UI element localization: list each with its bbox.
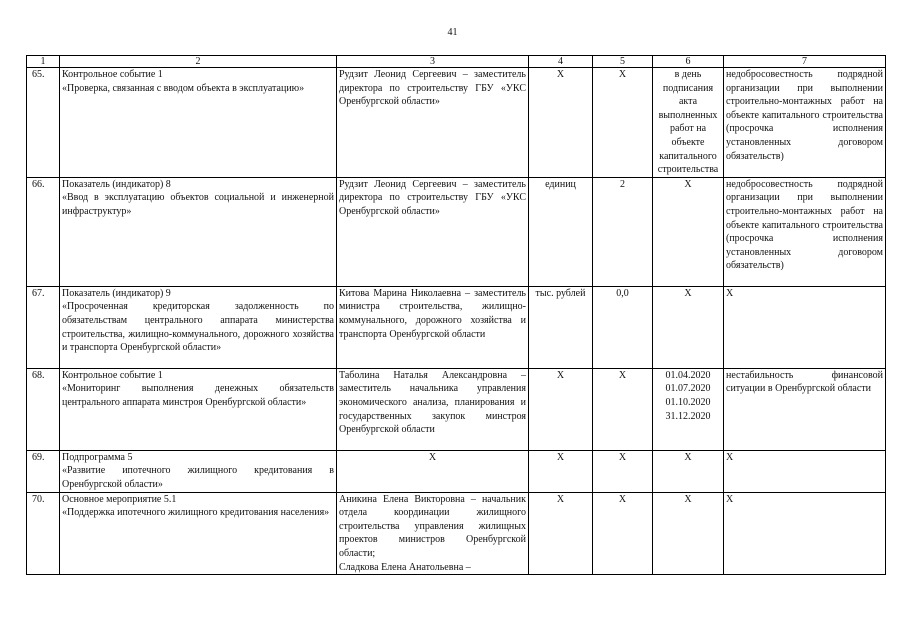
- header-cell: 3: [337, 56, 529, 68]
- risk: недобросовестность подрядной организации при выполнении строительно-монтажных работ на объекте капитального строительства (просрочка исполнения установленных договором обязательств): [724, 177, 886, 286]
- risk: X: [724, 450, 886, 492]
- value: X: [593, 492, 653, 575]
- term: X: [653, 492, 724, 575]
- row-number: 70.: [27, 492, 60, 575]
- table-row: [27, 368, 886, 450]
- risk: нестабильность финансовой ситуации в Оренбургской области: [724, 368, 886, 450]
- row-number: 68.: [27, 368, 60, 450]
- term: X: [653, 450, 724, 492]
- responsible-person: Аникина Елена Викторовна – начальник отдела координации жилищного строительства управления жилищных проектов министров Оренбургской области; Сладкова Елена Анатольевна –: [337, 492, 529, 575]
- value: X: [593, 450, 653, 492]
- event-name: Показатель (индикатор) 9 «Просроченная кредиторская задолженность по обязательствам центрального аппарата министерства строительства, жилищно-коммунального, дорожного хозяйства и транспорта Оренбургской области»: [60, 286, 337, 368]
- table-row: [27, 68, 886, 178]
- row-number: 65.: [27, 68, 60, 178]
- responsible-person: Рудзит Леонид Сергеевич – заместитель директора по строительству ГБУ «УКС Оренбургской области»: [337, 177, 529, 286]
- event-name: Контрольное событие 1 «Проверка, связанная с вводом объекта в эксплуатацию»: [60, 68, 337, 178]
- header-cell: 5: [593, 56, 653, 68]
- row-number: 67.: [27, 286, 60, 368]
- table-row: [27, 177, 886, 286]
- risk: недобросовестность подрядной организации при выполнении строительно-монтажных работ на объекте капитального строительства (просрочка исполнения установленных договором обязательств): [724, 68, 886, 178]
- table-row: [27, 492, 886, 575]
- table-row: [27, 286, 886, 368]
- table-row: [27, 450, 886, 492]
- risk: X: [724, 492, 886, 575]
- row-number: 66.: [27, 177, 60, 286]
- responsible-person: Рудзит Леонид Сергеевич – заместитель директора по строительству ГБУ «УКС Оренбургской области»: [337, 68, 529, 178]
- header-cell: 7: [724, 56, 886, 68]
- unit: тыс. рублей: [529, 286, 593, 368]
- responsible-person: Таболина Наталья Александровна – заместитель начальника управления экономического анализа, планирования и государственных закупок минстроя Оренбургской области: [337, 368, 529, 450]
- event-name: Подпрограмма 5 «Развитие ипотечного жилищного кредитования в Оренбургской области»: [60, 450, 337, 492]
- risk: X: [724, 286, 886, 368]
- event-name: Показатель (индикатор) 8 «Ввод в эксплуатацию объектов социальной и инженерной инфраструктур»: [60, 177, 337, 286]
- plan-table: [26, 55, 886, 575]
- event-name: Контрольное событие 1 «Мониторинг выполнения денежных обязательств центрального аппарата минстроя Оренбургской области»: [60, 368, 337, 450]
- value: X: [593, 68, 653, 178]
- event-name: Основное мероприятие 5.1 «Поддержка ипотечного жилищного кредитования населения»: [60, 492, 337, 575]
- term: 01.04.2020 01.07.2020 01.10.2020 31.12.2020: [653, 368, 724, 450]
- header-cell: 4: [529, 56, 593, 68]
- page-number: 41: [447, 27, 458, 38]
- term: X: [653, 177, 724, 286]
- term: в день подписания акта выполненных работ на объекте капитального строительства: [653, 68, 724, 178]
- unit: единиц: [529, 177, 593, 286]
- header-row: [27, 56, 886, 68]
- value: X: [593, 368, 653, 450]
- value: 2: [593, 177, 653, 286]
- row-number: 69.: [27, 450, 60, 492]
- header-cell: 2: [60, 56, 337, 68]
- unit: X: [529, 68, 593, 178]
- responsible-person: X: [337, 450, 529, 492]
- unit: X: [529, 450, 593, 492]
- unit: X: [529, 368, 593, 450]
- header-cell: 1: [27, 56, 60, 68]
- responsible-person: Китова Марина Николаевна – заместитель министра строительства, жилищно-коммунального, дорожного хозяйства и транспорта Оренбургской области: [337, 286, 529, 368]
- term: X: [653, 286, 724, 368]
- header-cell: 6: [653, 56, 724, 68]
- value: 0,0: [593, 286, 653, 368]
- unit: X: [529, 492, 593, 575]
